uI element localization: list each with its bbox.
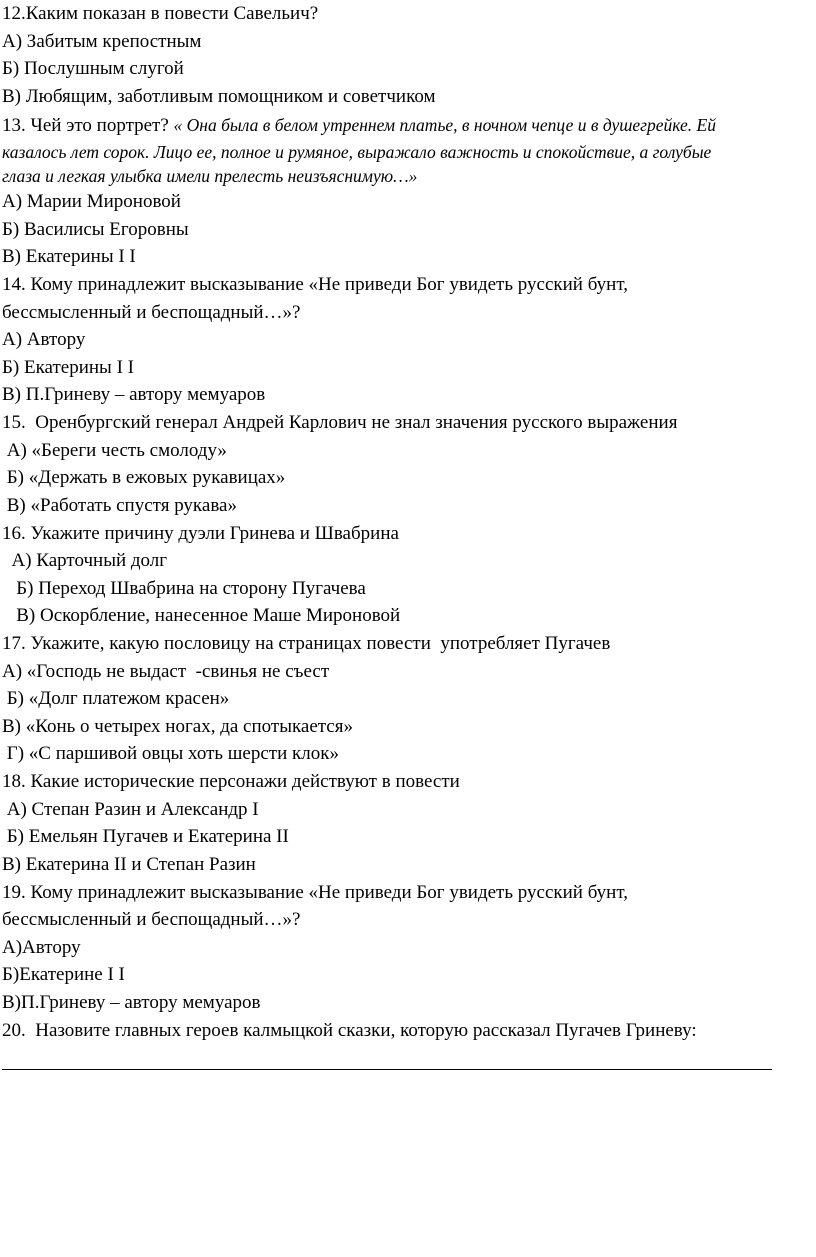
q13-option-a: А) Марии Мироновой <box>2 191 181 212</box>
q13-quote-line-1: « Она была в белом утреннем платье, в ночном чепце и в душегрейке. Ей <box>173 115 716 135</box>
question-18: 18. Какие исторические персонажи действуют в повести <box>2 771 460 792</box>
question-17: 17. Укажите, какую пословицу на страницах повести употребляет Пугачев <box>2 633 611 654</box>
q14-option-b: Б) Екатерины I I <box>2 357 134 378</box>
q13-quote-line-3: глаза и легкая улыбка имели прелесть неизъяснимую…» <box>2 166 418 186</box>
q18-option-b: Б) Емельян Пугачев и Екатерина II <box>2 826 289 847</box>
q16-option-a: А) Карточный долг <box>2 550 168 571</box>
q17-option-d: Г) «С паршивой овцы хоть шерсти клок» <box>2 743 339 764</box>
question-14-line-2: бессмысленный и беспощадный…»? <box>2 302 301 323</box>
question-20: 20. Назовите главных героев калмыцкой сказки, которую рассказал Пугачев Гриневу: <box>2 1020 697 1041</box>
q18-option-a: А) Степан Разин и Александр I <box>2 799 259 820</box>
q16-option-c: В) Оскорбление, нанесенное Маше Мироновой <box>2 605 401 626</box>
q19-option-c: В)П.Гриневу – автору мемуаров <box>2 992 261 1013</box>
q13-quote-line-2: казалось лет сорок. Лицо ее, полное и румяное, выражало важность и спокойствие, а голубые <box>2 142 712 162</box>
q13-option-b: Б) Василисы Егоровны <box>2 219 189 240</box>
question-14-line-1: 14. Кому принадлежит высказывание «Не приведи Бог увидеть русский бунт, <box>2 274 628 295</box>
q14-option-a: А) Автору <box>2 329 86 350</box>
q17-option-c: В) «Конь о четырех ногах, да спотыкается» <box>2 716 353 737</box>
q15-option-a: А) «Береги честь смолоду» <box>2 440 227 461</box>
q17-option-a: А) «Господь не выдаст -свинья не съест <box>2 661 330 682</box>
question-19-line-2: бессмысленный и беспощадный…»? <box>2 909 301 930</box>
q19-option-a: А)Автору <box>2 937 81 958</box>
q17-option-b: Б) «Долг платежом красен» <box>2 688 230 709</box>
q16-option-b: Б) Переход Швабрина на сторону Пугачева <box>2 578 366 599</box>
question-15: 15. Оренбургский генерал Андрей Карлович не знал значения русского выражения <box>2 412 678 433</box>
q12-option-b: Б) Послушным слугой <box>2 58 184 79</box>
q12-option-a: А) Забитым крепостным <box>2 31 202 52</box>
q13-prefix: 13. Чей это портрет? <box>2 115 174 136</box>
q14-option-c: В) П.Гриневу – автору мемуаров <box>2 384 266 405</box>
question-12: 12.Каким показан в повести Савельич? <box>2 3 319 24</box>
q18-option-c: В) Екатерина II и Степан Разин <box>2 854 256 875</box>
q12-option-c: В) Любящим, заботливым помощником и советчиком <box>2 86 436 107</box>
question-16: 16. Укажите причину дуэли Гринева и Швабрина <box>2 523 399 544</box>
q15-option-b: Б) «Держать в ежовых рукавицах» <box>2 467 286 488</box>
q15-option-c: В) «Работать спустя рукава» <box>2 495 237 516</box>
q19-option-b: Б)Екатерине I I <box>2 964 125 985</box>
answer-line <box>2 1069 772 1070</box>
question-13 <box>2 113 716 137</box>
q13-option-c: В) Екатерины I I <box>2 246 136 267</box>
question-19-line-1: 19. Кому принадлежит высказывание «Не приведи Бог увидеть русский бунт, <box>2 882 628 903</box>
